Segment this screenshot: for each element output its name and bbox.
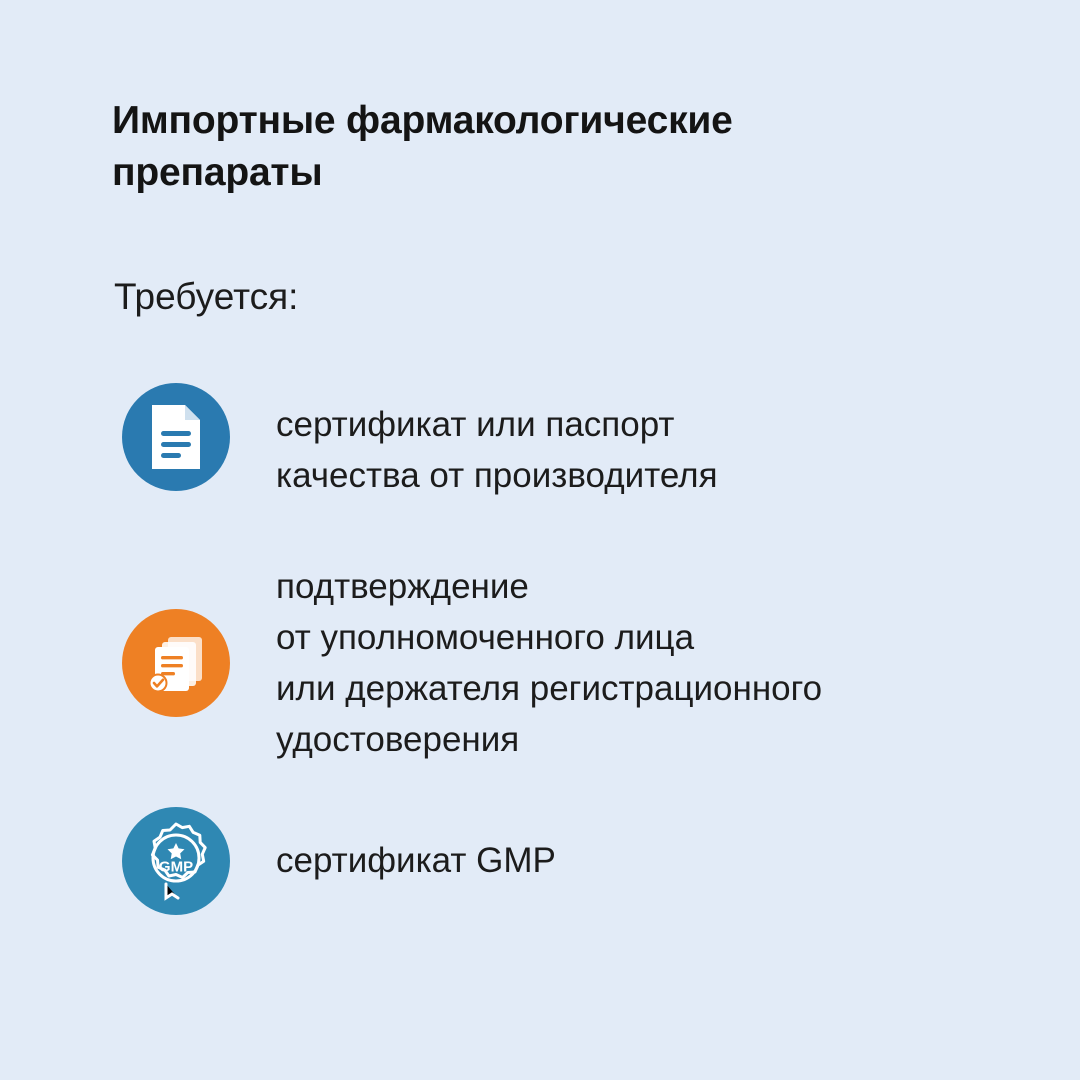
subtitle: Требуется: xyxy=(114,275,299,317)
gmp-badge-icon xyxy=(122,807,230,915)
list-item-text xyxy=(240,807,556,886)
list-item-line: удостоверения xyxy=(276,720,520,760)
icon-container xyxy=(112,609,240,717)
list-item xyxy=(112,807,1010,915)
icon-container xyxy=(112,807,240,915)
list-item-line: от уполномоченного лица xyxy=(276,618,695,658)
document-stack-check-icon xyxy=(122,609,230,717)
document-icon xyxy=(122,383,230,491)
page-title: Импортные фармакологические препараты xyxy=(112,99,733,194)
requirements-list xyxy=(112,383,1010,916)
list-item xyxy=(112,561,1010,765)
list-item-text xyxy=(240,561,822,765)
list-item-line: сертификат или паспорт xyxy=(276,404,675,444)
list-item-text xyxy=(240,383,718,501)
list-item-line: подтверждение xyxy=(276,567,529,606)
gmp-badge-label: GMP xyxy=(158,858,194,876)
list-item-line: или держателя регистрационного xyxy=(276,669,823,709)
list-item xyxy=(112,383,1010,501)
icon-container xyxy=(112,383,240,491)
list-item-line: качества от производителя xyxy=(276,455,718,495)
list-item-line: сертификат GMP xyxy=(276,841,556,881)
